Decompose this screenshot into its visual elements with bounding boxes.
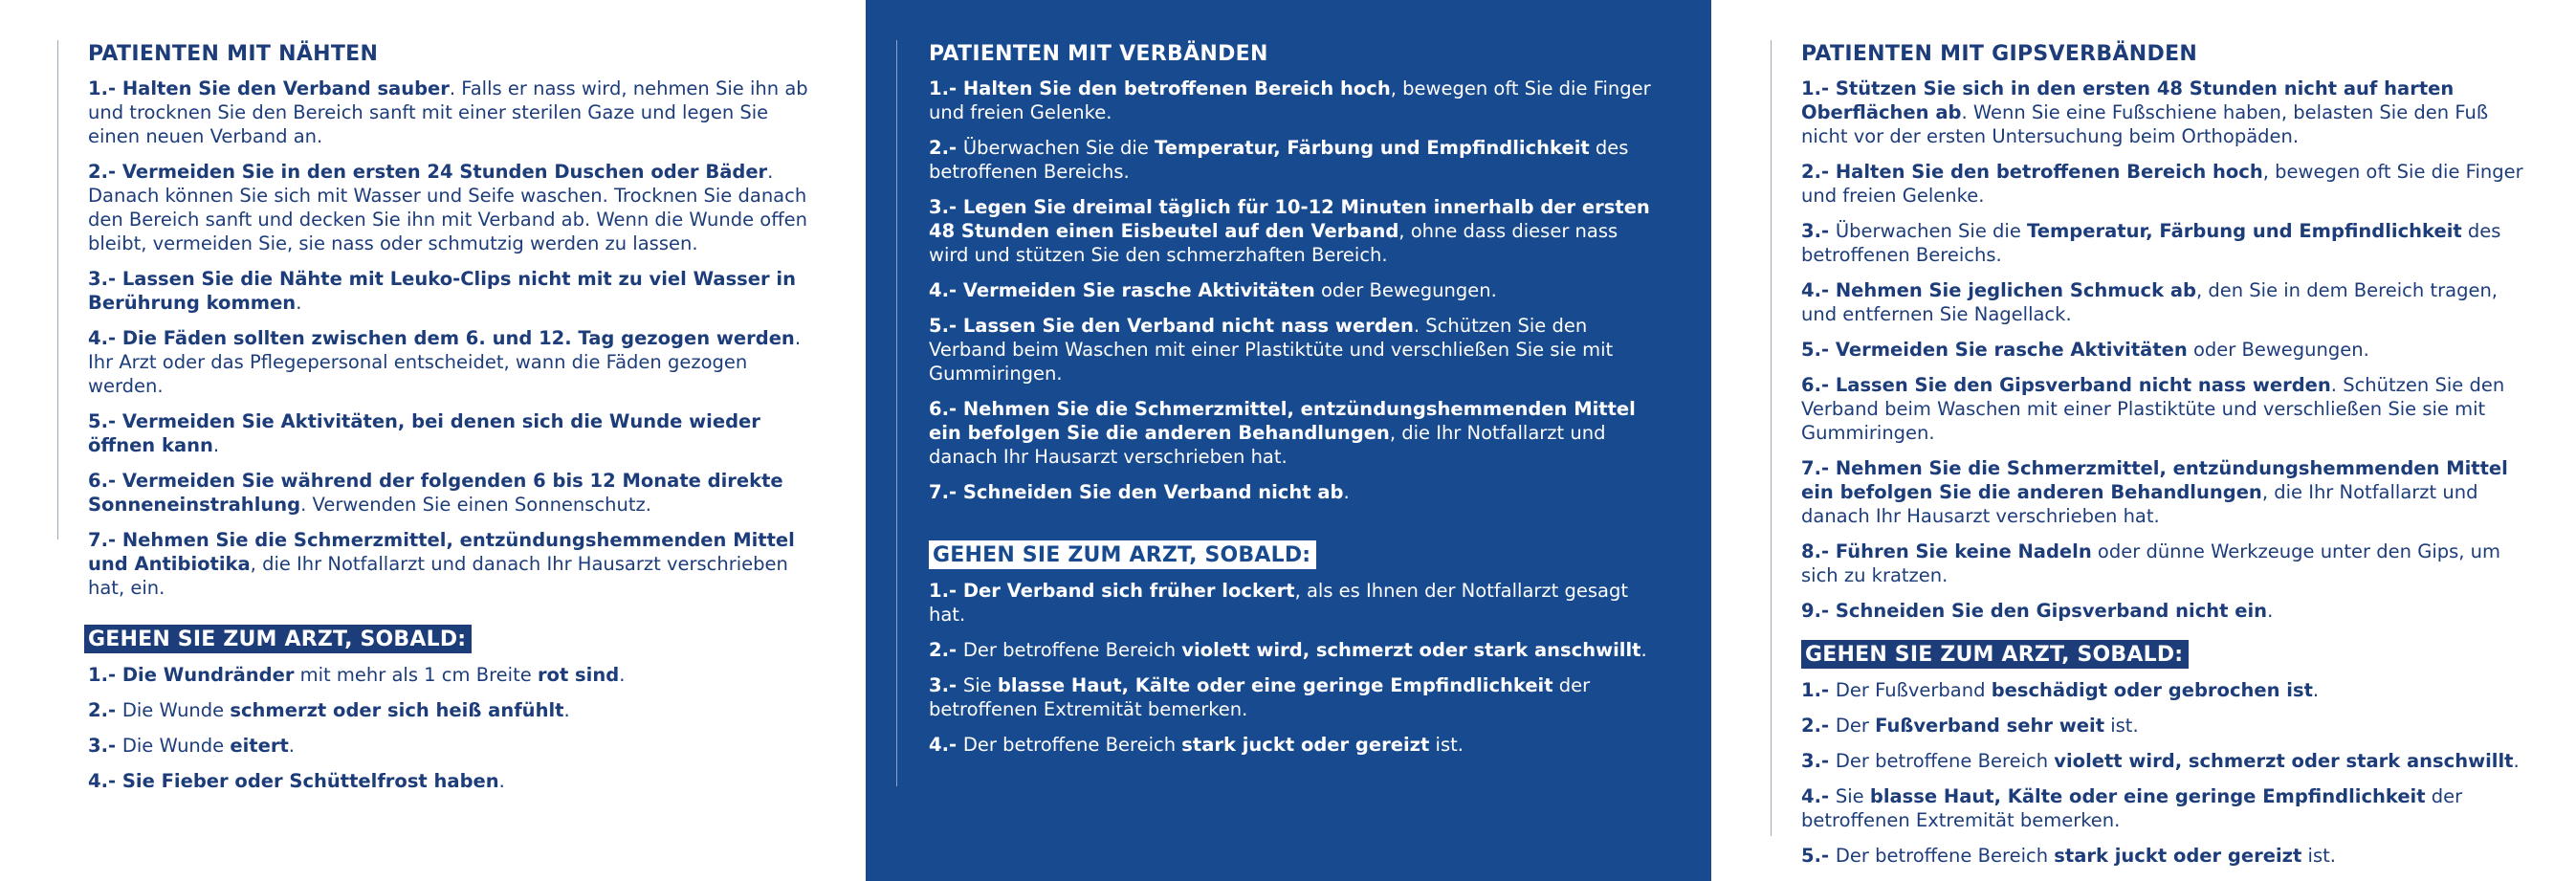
doctor-item: 3.- Sie blasse Haut, Kälte oder eine geringe Empfindlichkeit der betroffenen Extremität bemerken. [929, 674, 1591, 720]
doctor-item: 1.- Der Fußverband beschädigt oder gebrochen ist. [1801, 679, 2320, 701]
care-item: 4.- Nehmen Sie jeglichen Schmuck ab, den Sie in dem Bereich tragen, und entfernen Sie Nagellack. [1801, 279, 2499, 325]
care-item: 9.- Schneiden Sie den Gipsverband nicht ein. [1801, 600, 2274, 622]
doctor-subtitle: GEHEN SIE ZUM ARZT, SOBALD: [1801, 640, 2189, 669]
care-item: 4.- Vermeiden Sie rasche Aktivitäten oder Bewegungen. [929, 279, 1497, 301]
care-item: 6.- Nehmen Sie die Schmerzmittel, entzündungshemmenden Mittel ein befolgen Sie die anderen Behandlungen, die Ihr Notfallarzt und danach Ihr Hausarzt verschrieben hat. [929, 398, 1636, 468]
doctor-item: 1.- Der Verband sich früher lockert, als es Ihnen der Notfallarzt gesagt hat. [929, 580, 1629, 626]
divider-line [896, 40, 897, 786]
care-item: 4.- Die Fäden sollten zwischen dem 6. und 12. Tag gezogen werden. Ihr Arzt oder das Pflegepersonal entscheidet, wann die Fäden gezogen werden. [88, 327, 802, 397]
doctor-item: 4.- Sie blasse Haut, Kälte oder eine geringe Empfindlichkeit der betroffenen Extremität bemerken. [1801, 785, 2463, 831]
divider-line [57, 40, 58, 540]
doctor-item: 3.- Die Wunde eitert. [88, 735, 295, 757]
column-bandages [866, 0, 1711, 881]
care-item: 6.- Lassen Sie den Gipsverband nicht nass werden. Schützen Sie den Verband beim Waschen mit einer Plastiktüte und verschließen Sie sie mit Gummiringen. [1801, 374, 2505, 444]
care-list [88, 77, 808, 600]
doctor-item: 2.- Die Wunde schmerzt oder sich heiß anfühlt. [88, 699, 570, 721]
care-list [929, 77, 1656, 504]
doctor-item: 1.- Die Wundränder mit mehr als 1 cm Breite rot sind. [88, 664, 626, 686]
doctor-item: 2.- Der betroffene Bereich violett wird, schmerzt oder stark anschwillt. [929, 639, 1647, 661]
doctor-item: 4.- Der betroffene Bereich stark juckt oder gereizt ist. [929, 734, 1464, 756]
column-casts [1711, 0, 2576, 881]
care-item: 5.- Lassen Sie den Verband nicht nass werden. Schützen Sie den Verband beim Waschen mit einer Plastiktüte und verschließen Sie sie mit Gummiringen. [929, 315, 1614, 385]
care-item: 3.- Lassen Sie die Nähte mit Leuko-Clips nicht mit zu viel Wasser in Berührung kommen. [88, 268, 796, 314]
doctor-item: 4.- Sie Fieber oder Schüttelfrost haben. [88, 770, 505, 792]
care-item: 8.- Führen Sie keine Nadeln oder dünne Werkzeuge unter den Gips, um sich zu kratzen. [1801, 540, 2501, 586]
care-item: 1.- Stützen Sie sich in den ersten 48 Stunden nicht auf harten Oberflächen ab. Wenn Sie eine Fußschiene haben, belasten Sie den Fuß nicht vor der ersten Untersuchung beim Orthopäden. [1801, 77, 2489, 147]
care-item: 2.- Vermeiden Sie in den ersten 24 Stunden Duschen oder Bäder. Danach können Sie sich mit Wasser und Seife waschen. Trocknen Sie danach den Bereich sanft und decken Sie ihn mit Verband ab. Wenn die Wunde offen bleibt, vermeiden Sie, sie nass oder schmutzig werden zu lassen. [88, 161, 808, 254]
care-item: 1.- Halten Sie den Verband sauber. Falls er nass wird, nehmen Sie ihn ab und trocknen Sie den Bereich sanft mit einer sterilen Gaze und legen Sie einen neuen Verband an. [88, 77, 808, 147]
care-item: 3.- Überwachen Sie die Temperatur, Färbung und Empfindlichkeit des betroffenen Bereichs. [1801, 220, 2501, 266]
care-item: 6.- Vermeiden Sie während der folgenden 6 bis 12 Monate direkte Sonneneinstrahlung. Verwenden Sie einen Sonnenschutz. [88, 470, 783, 516]
doctor-list [929, 579, 1656, 757]
doctor-item: 3.- Der betroffene Bereich violett wird, schmerzt oder stark anschwillt. [1801, 750, 2520, 772]
doctor-list [88, 663, 808, 793]
divider-line [1771, 40, 1772, 836]
care-item: 1.- Halten Sie den betroffenen Bereich hoch, bewegen oft Sie die Finger und freien Gelenke. [929, 77, 1651, 123]
care-item: 2.- Halten Sie den betroffenen Bereich hoch, bewegen oft Sie die Finger und freien Gelenke. [1801, 161, 2523, 207]
doctor-subtitle: GEHEN SIE ZUM ARZT, SOBALD: [929, 540, 1316, 569]
doctor-item: 2.- Der Fußverband sehr weit ist. [1801, 715, 2139, 737]
section-title: PATIENTEN MIT GIPSVERBÄNDEN [1801, 42, 2198, 66]
doctor-subtitle: GEHEN SIE ZUM ARZT, SOBALD: [84, 625, 472, 653]
care-item: 5.- Vermeiden Sie Aktivitäten, bei denen sich die Wunde wieder öffnen kann. [88, 410, 760, 456]
care-item: 2.- Überwachen Sie die Temperatur, Färbung und Empfindlichkeit des betroffenen Bereichs. [929, 137, 1629, 183]
section-title: PATIENTEN MIT VERBÄNDEN [929, 42, 1268, 66]
care-item: 3.- Legen Sie dreimal täglich für 10-12 Minuten innerhalb der ersten 48 Stunden einen Eisbeutel auf den Verband, ohne dass dieser nass wird und stützen Sie den schmerzhaften Bereich. [929, 196, 1650, 266]
section-title: PATIENTEN MIT NÄHTEN [88, 42, 379, 66]
care-item: 7.- Nehmen Sie die Schmerzmittel, entzündungshemmenden Mittel und Antibiotika, die Ihr Notfallarzt und danach Ihr Hausarzt verschrieben hat, ein. [88, 529, 795, 599]
care-list [1801, 77, 2538, 623]
care-item: 5.- Vermeiden Sie rasche Aktivitäten oder Bewegungen. [1801, 339, 2369, 361]
care-item: 7.- Nehmen Sie die Schmerzmittel, entzündungshemmenden Mittel ein befolgen Sie die anderen Behandlungen, die Ihr Notfallarzt und danach Ihr Hausarzt verschrieben hat. [1801, 457, 2508, 527]
column-sutures [0, 0, 866, 881]
doctor-list [1801, 678, 2538, 868]
care-item: 7.- Schneiden Sie den Verband nicht ab. [929, 481, 1350, 503]
doctor-item: 5.- Der betroffene Bereich stark juckt oder gereizt ist. [1801, 845, 2336, 867]
